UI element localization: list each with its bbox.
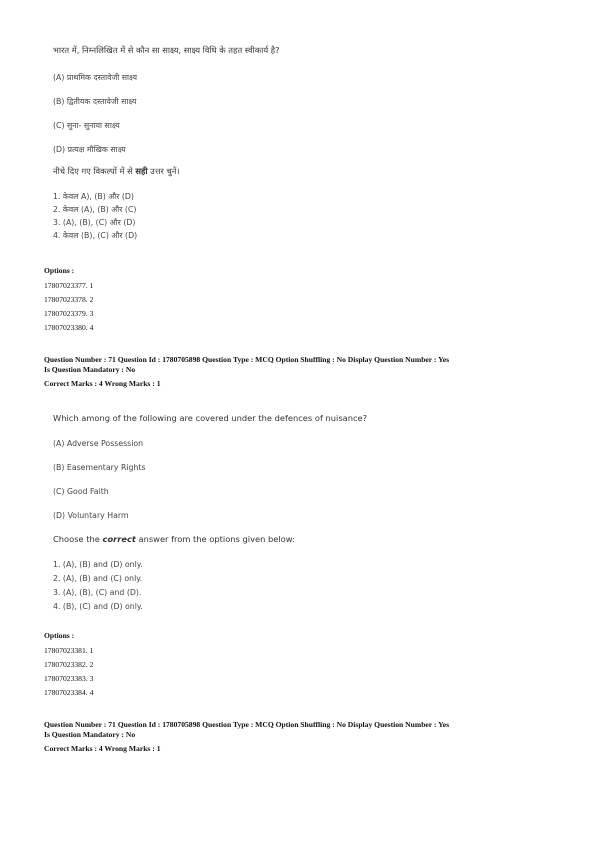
choice-4: 4. केवल (B), (C) और (D) bbox=[53, 231, 138, 240]
meta-line-2: Is Question Mandatory : No bbox=[44, 730, 136, 739]
choice-3: 3. (A), (B), (C) और (D) bbox=[53, 218, 136, 227]
choice-3: 3. (A), (B), (C) and (D). bbox=[53, 588, 142, 597]
meta-line-1: Question Number : 71 Question Id : 1780705898 Question Type : MCQ Option Shuffling : No Display Question Number : Yes bbox=[44, 355, 450, 364]
meta-line-1: Question Number : 71 Question Id : 1780705898 Question Type : MCQ Option Shuffling : No Display Question Number : Yes bbox=[44, 720, 450, 729]
choice-2: 2. (A), (B) and (C) only. bbox=[53, 574, 143, 583]
instruction-bold: correct bbox=[102, 534, 136, 544]
instruction-post: answer from the options given below: bbox=[135, 534, 295, 544]
statement-d: (D) प्रत्यक्ष मौखिक साक्ष्य bbox=[53, 145, 126, 154]
instruction-pre: नीचे दिए गए विकल्पों में से bbox=[53, 166, 136, 176]
meta-line-3: Correct Marks : 4 Wrong Marks : 1 bbox=[44, 379, 161, 388]
statement-b: (B) Easementary Rights bbox=[53, 463, 146, 472]
statement-b: (B) द्वितीयक दस्तावेजी साक्ष्य bbox=[53, 97, 137, 106]
option-id: 17807023378. 2 bbox=[44, 295, 94, 304]
instruction-pre: Choose the bbox=[53, 534, 103, 544]
statement-a: (A) Adverse Possession bbox=[53, 439, 144, 448]
options-label: Options : bbox=[44, 631, 75, 640]
statement-c: (C) सुना- सुनाया साक्ष्य bbox=[53, 121, 120, 130]
question-70-text: भारत में, निम्नलिखित में से कौन सा साक्ष्य, साक्ष्य विधि के तहत स्वीकार्य है? bbox=[53, 45, 280, 55]
option-id: 17807023383. 3 bbox=[44, 674, 94, 683]
option-id: 17807023380. 4 bbox=[44, 323, 94, 332]
instruction-post: उत्तर चुनें। bbox=[147, 166, 180, 176]
option-id: 17807023379. 3 bbox=[44, 309, 94, 318]
instruction bbox=[53, 535, 295, 545]
meta-line-3: Correct Marks : 4 Wrong Marks : 1 bbox=[44, 744, 161, 753]
statement-d: (D) Voluntary Harm bbox=[53, 511, 129, 520]
statement-a: (A) प्राथमिक दस्तावेजी साक्ष्य bbox=[53, 73, 138, 82]
option-id: 17807023384. 4 bbox=[44, 688, 94, 697]
choice-1: 1. केवल A), (B) और (D) bbox=[53, 192, 134, 201]
option-id: 17807023377. 1 bbox=[44, 281, 94, 290]
option-id: 17807023382. 2 bbox=[44, 660, 94, 669]
instruction-bold: सही bbox=[135, 166, 148, 176]
choice-4: 4. (B), (C) and (D) only. bbox=[53, 602, 143, 611]
choice-2: 2. केवल (A), (B) और (C) bbox=[53, 205, 137, 214]
meta-line-2: Is Question Mandatory : No bbox=[44, 365, 136, 374]
instruction bbox=[53, 167, 180, 177]
statement-c: (C) Good Faith bbox=[53, 487, 109, 496]
choice-1: 1. (A), (B) and (D) only. bbox=[53, 560, 143, 569]
option-id: 17807023381. 1 bbox=[44, 646, 94, 655]
options-label: Options : bbox=[44, 266, 75, 275]
question-71-text: Which among of the following are covered under the defences of nuisance? bbox=[53, 413, 368, 423]
